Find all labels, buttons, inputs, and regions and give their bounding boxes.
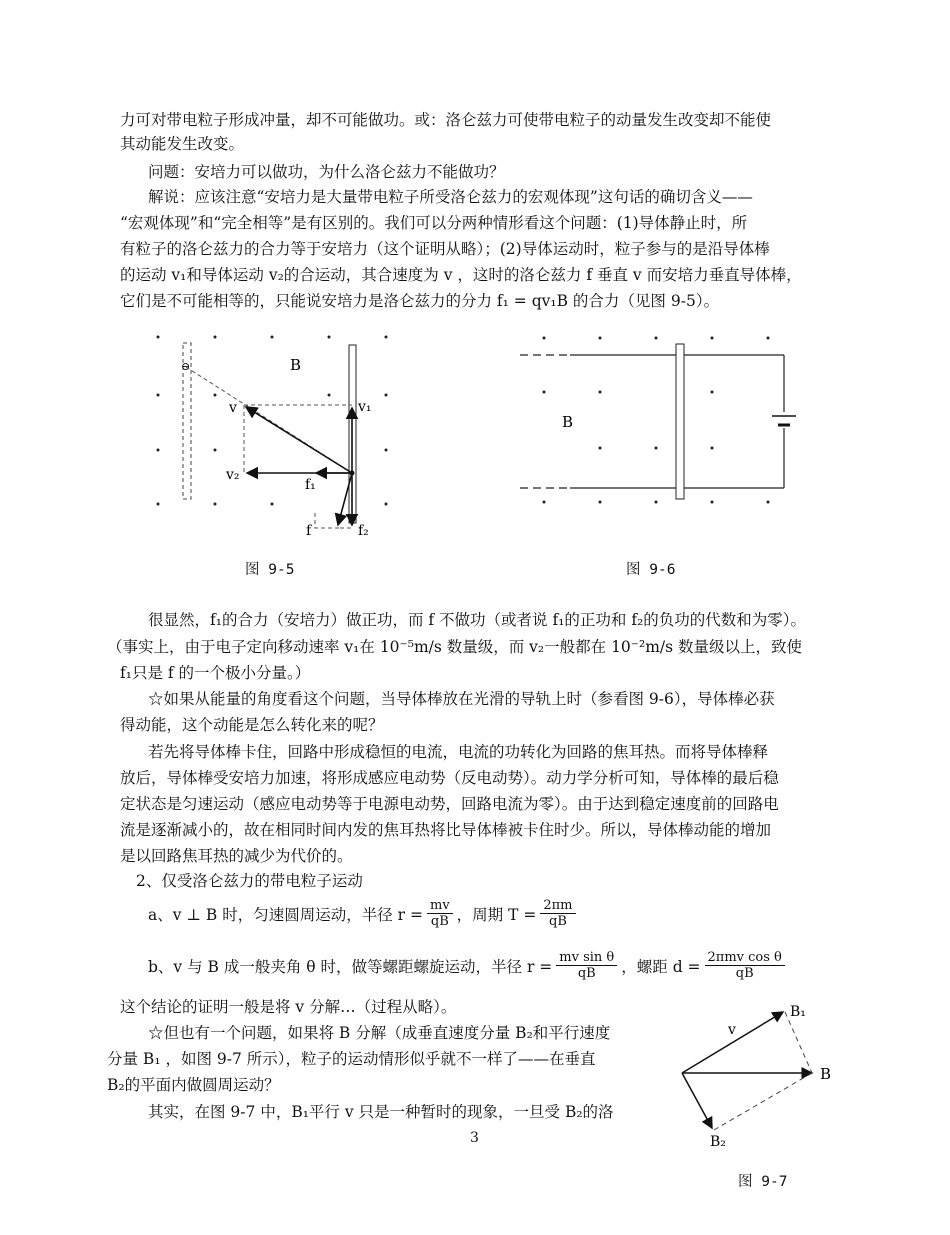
field-dot [385,503,388,506]
para-line: 若先将导体棒卡住，回路中形成稳恒的电流，电流的功转化为回路的焦耳热。而将导体棒释 [148,743,769,761]
field-dot [328,336,331,339]
field-dot [711,391,714,394]
formula-a-prefix: a、v ⊥ B 时，匀速圆周运动，半径 r = [148,905,423,924]
caption-fig-9-6: 图 9-6 [626,562,676,578]
electron-symbol: ⊖ [181,360,191,373]
field-dot [214,449,217,452]
para-line: 放后，导体棒受安培力加速，将形成感应电动势（反电动势）。动力学分析可知，导体棒的最后稳 [120,769,779,787]
field-dot [711,447,714,450]
para-line: 是以回路焦耳热的减少为代价的。 [120,847,353,865]
page-number: 3 [470,1130,479,1146]
figure-9-6 [520,330,820,510]
fraction-radius: $\frac{mv}{qB}$ [427,898,453,929]
field-dot [599,337,602,340]
figure-9-7 [670,1000,850,1160]
caption-fig-9-5: 图 9-5 [245,562,295,578]
fraction-radius: $\frac{\text{mv sin θ}}{qB}$ [556,950,617,981]
field-dot [214,503,217,506]
fraction-period: $\frac{2\pi m}{qB}$ [540,898,575,929]
field-dot [543,391,546,394]
label-v: v [728,1022,736,1038]
para-line: 力可对带电粒子形成冲量，却不可能做功。或：洛仑兹力可使带电粒子的动量发生改变却不能使 [120,111,772,129]
caption-fig-9-7: 图 9-7 [738,1174,788,1190]
para-line: 流是逐渐减小的，故在相同时间内发的焦耳热将比导体棒被卡住时少。所以，导体棒动能的增加 [120,821,772,839]
field-dot [599,447,602,450]
field-dot [599,501,602,504]
para-line: 分量 B₁ ，如图 9-7 所示），粒子的运动情形似乎就不一样了——在垂直 [107,1050,596,1068]
field-dot [385,336,388,339]
para-line: 定状态是匀速运动（感应电动势等于电源电动势，回路电流为零）。由于达到稳定速度前的回路电 [120,795,779,813]
label-B: B [290,356,302,374]
para-line: f₁只是 f 的一个极小分量。） [120,664,311,682]
para-line: 很显然，f₁的合力（安培力）做正功，而 f 不做功（或者说 f₁的正功和 f₂的负功的代数和为零）。 [148,611,807,629]
vector-B2 [682,1073,712,1128]
field-dot [711,337,714,340]
para-line: （事实上，由于电子定向移动速率 v₁在 10⁻⁵m/s 数量级，而 v₂一般都在 10⁻²m/s 数量级以上，致使 [107,638,802,656]
para-line: 解说：应该注意“安培力是大量带电粒子所受洛仑兹力的宏观体现”这句话的确切含义—— [148,188,753,206]
label-v1: v₁ [358,399,372,415]
para-line: 得动能，这个动能是怎么转化来的呢？ [120,716,384,734]
para-line: 它们是不可能相等的，只能说安培力是洛仑兹力的分力 f₁ = qv₁B 的合力（见图 9-5）。 [120,292,720,310]
field-dot [214,336,217,339]
formula-b-mid: ，螺距 d = [621,957,701,976]
field-dot [599,391,602,394]
section-heading: 2、仅受洛仑兹力的带电粒子运动 [136,872,363,890]
field-dot [655,337,658,340]
field-dot [271,336,274,339]
para-line: ☆但也有一个问题，如果将 B 分解（成垂直速度分量 B₂和平行速度 [148,1024,611,1042]
field-dot [711,501,714,504]
para-line: 其动能发生改变。 [120,135,245,153]
question-line: 问题：安培力可以做功，为什么洛仑兹力不能做功？ [148,163,505,181]
label-B2: B₂ [710,1134,726,1150]
para-line: ☆如果从能量的角度看这个问题，当导体棒放在光滑的导轨上时（参看图 9-6），导体棒必获 [148,690,775,708]
formula-b [148,950,789,981]
field-dot [655,501,658,504]
field-dot [385,394,388,397]
para-line: 其实，在图 9-7 中，B₁平行 v 只是一种暂时的现象，一旦受 B₂的洛 [148,1103,614,1121]
field-dot [543,501,546,504]
label-B: B [562,413,574,431]
label-B1: B₁ [790,1004,806,1020]
field-dot [543,337,546,340]
para-line: B₂的平面内做圆周运动？ [107,1076,280,1094]
para-line: 有粒子的洛仑兹力的合力等于安培力（这个证明从略）；(2)导体运动时，粒子参与的是沿导体棒 [120,240,770,258]
para-line: 的运动 v₁和导体运动 v₂的合运动，其合速度为 v ，这时的洛仑兹力 f 垂直 v 而安培力垂直导体棒， [120,266,802,284]
field-dot [271,503,274,506]
label-v2: v₂ [226,467,240,483]
label-f1: f₁ [305,477,316,493]
field-dot [214,394,217,397]
label-B: B [820,1065,832,1083]
fraction-pitch: $\frac{\text{2πmv cos θ}}{qB}$ [705,950,785,981]
field-dot [385,449,388,452]
field-dot [157,394,160,397]
para-line: 这个结论的证明一般是将 v 分解…（过程从略）。 [120,998,457,1016]
label-f2: f₂ [358,523,369,539]
field-dot [767,337,770,340]
field-dot [157,449,160,452]
field-dot [157,503,160,506]
formula-b-prefix: b、v 与 B 成一般夹角 θ 时，做等螺距螺旋运动，半径 r = [148,957,553,976]
label-f: f [306,523,312,539]
para-line: “宏观体现”和“完全相等”是有区别的。我们可以分两种情形看这个问题：(1)导体静止时，所 [120,214,748,232]
field-dot [157,336,160,339]
formula-a [148,898,580,929]
field-dot [655,447,658,450]
field-dot [328,394,331,397]
formula-a-mid: ，周期 T = [456,905,537,924]
figure-9-5 [140,325,400,545]
vector-v [246,407,352,473]
field-dot [767,501,770,504]
conductor-rod [676,344,684,499]
label-v: v [229,400,237,416]
